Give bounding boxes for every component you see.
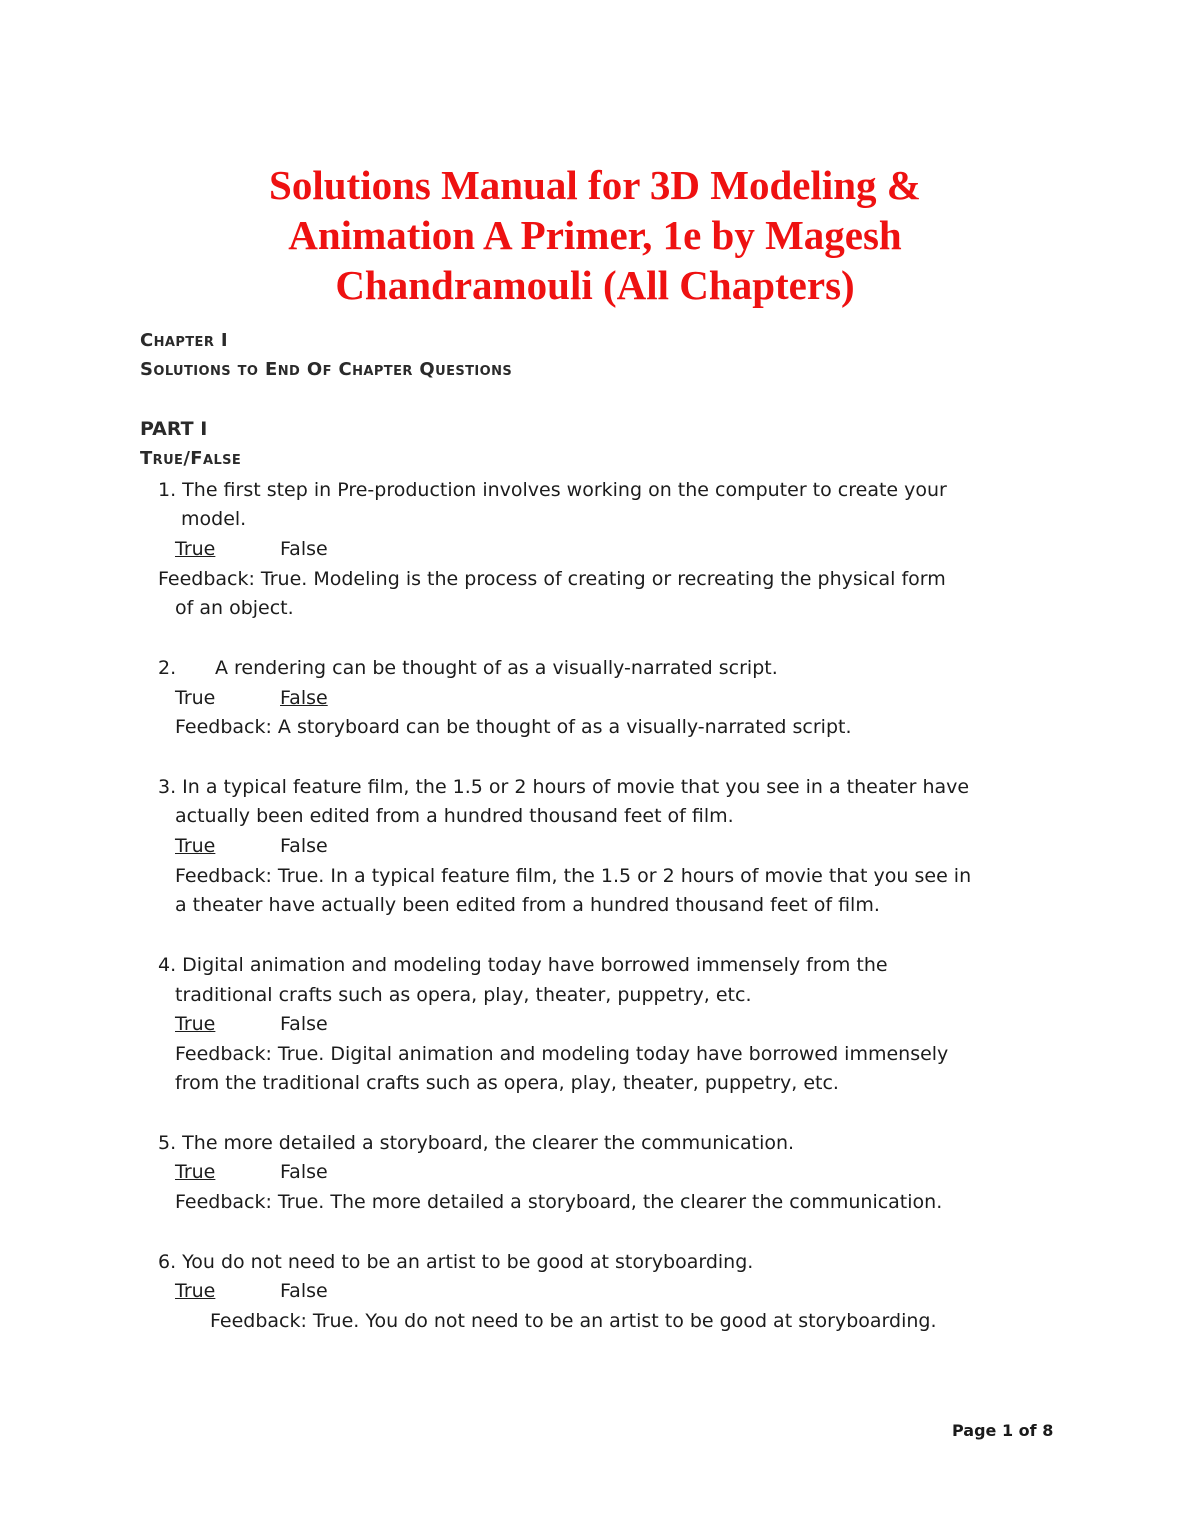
question-3-feedback-cont: a theater have actually been edited from a hundred thousand feet of film.: [175, 894, 880, 916]
question-2-answer-true: True: [175, 687, 216, 709]
question-5-answer-true: True: [175, 1161, 216, 1183]
question-4-answer-true: True: [175, 1013, 216, 1035]
part-heading: PART I: [140, 418, 208, 440]
question-5-answer-false: False: [280, 1161, 328, 1183]
question-4-feedback: Feedback: True. Digital animation and modeling today have borrowed immensely: [175, 1043, 949, 1065]
title-line-3: Chandramouli (All Chapters): [335, 262, 855, 308]
question-3-feedback: Feedback: True. In a typical feature film, the 1.5 or 2 hours of movie that you see in: [175, 865, 972, 887]
question-1-text: 1. The first step in Pre-production involves working on the computer to create your: [158, 479, 947, 501]
question-3-answer-false: False: [280, 835, 328, 857]
question-1-answer-false: False: [280, 538, 328, 560]
title-line-1: Solutions Manual for 3D Modeling &: [269, 162, 921, 208]
question-3-answer-true: True: [175, 835, 216, 857]
question-4-feedback-cont: from the traditional crafts such as opera, play, theater, puppetry, etc.: [175, 1072, 839, 1094]
chapter-heading: Chapter I: [140, 330, 229, 351]
question-2-text: A rendering can be thought of as a visually-narrated script.: [215, 657, 778, 679]
chapter-subtitle: Solutions to End Of Chapter Questions: [140, 359, 513, 380]
page-number: Page 1 of 8: [952, 1421, 1054, 1440]
title-line-2: Animation A Primer, 1e by Magesh: [288, 212, 902, 258]
question-3-text-cont: actually been edited from a hundred thousand feet of film.: [175, 805, 734, 827]
question-6-answer-true: True: [175, 1280, 216, 1302]
question-3-text: 3. In a typical feature film, the 1.5 or 2 hours of movie that you see in a theater have: [158, 776, 970, 798]
section-heading: True/False: [140, 448, 242, 469]
question-2-feedback: Feedback: A storyboard can be thought of as a visually-narrated script.: [175, 716, 852, 738]
question-1-feedback: Feedback: True. Modeling is the process of creating or recreating the physical form: [158, 568, 946, 590]
question-4-answer-false: False: [280, 1013, 328, 1035]
question-5-feedback: Feedback: True. The more detailed a storyboard, the clearer the communication.: [175, 1191, 943, 1213]
question-2-number: 2.: [158, 657, 177, 679]
question-6-feedback: Feedback: True. You do not need to be an artist to be good at storyboarding.: [210, 1310, 937, 1332]
question-4-text: 4. Digital animation and modeling today have borrowed immensely from the: [158, 954, 888, 976]
question-1-text-cont: model.: [181, 508, 247, 530]
question-6-text: 6. You do not need to be an artist to be good at storyboarding.: [158, 1251, 754, 1273]
question-4-text-cont: traditional crafts such as opera, play, theater, puppetry, etc.: [175, 984, 752, 1006]
question-6-answer-false: False: [280, 1280, 328, 1302]
question-5-text: 5. The more detailed a storyboard, the clearer the communication.: [158, 1132, 795, 1154]
question-1-feedback-cont: of an object.: [175, 597, 294, 619]
question-2-answer-false: False: [280, 687, 328, 709]
document-title: [150, 160, 1040, 310]
question-1-answer-true: True: [175, 538, 216, 560]
